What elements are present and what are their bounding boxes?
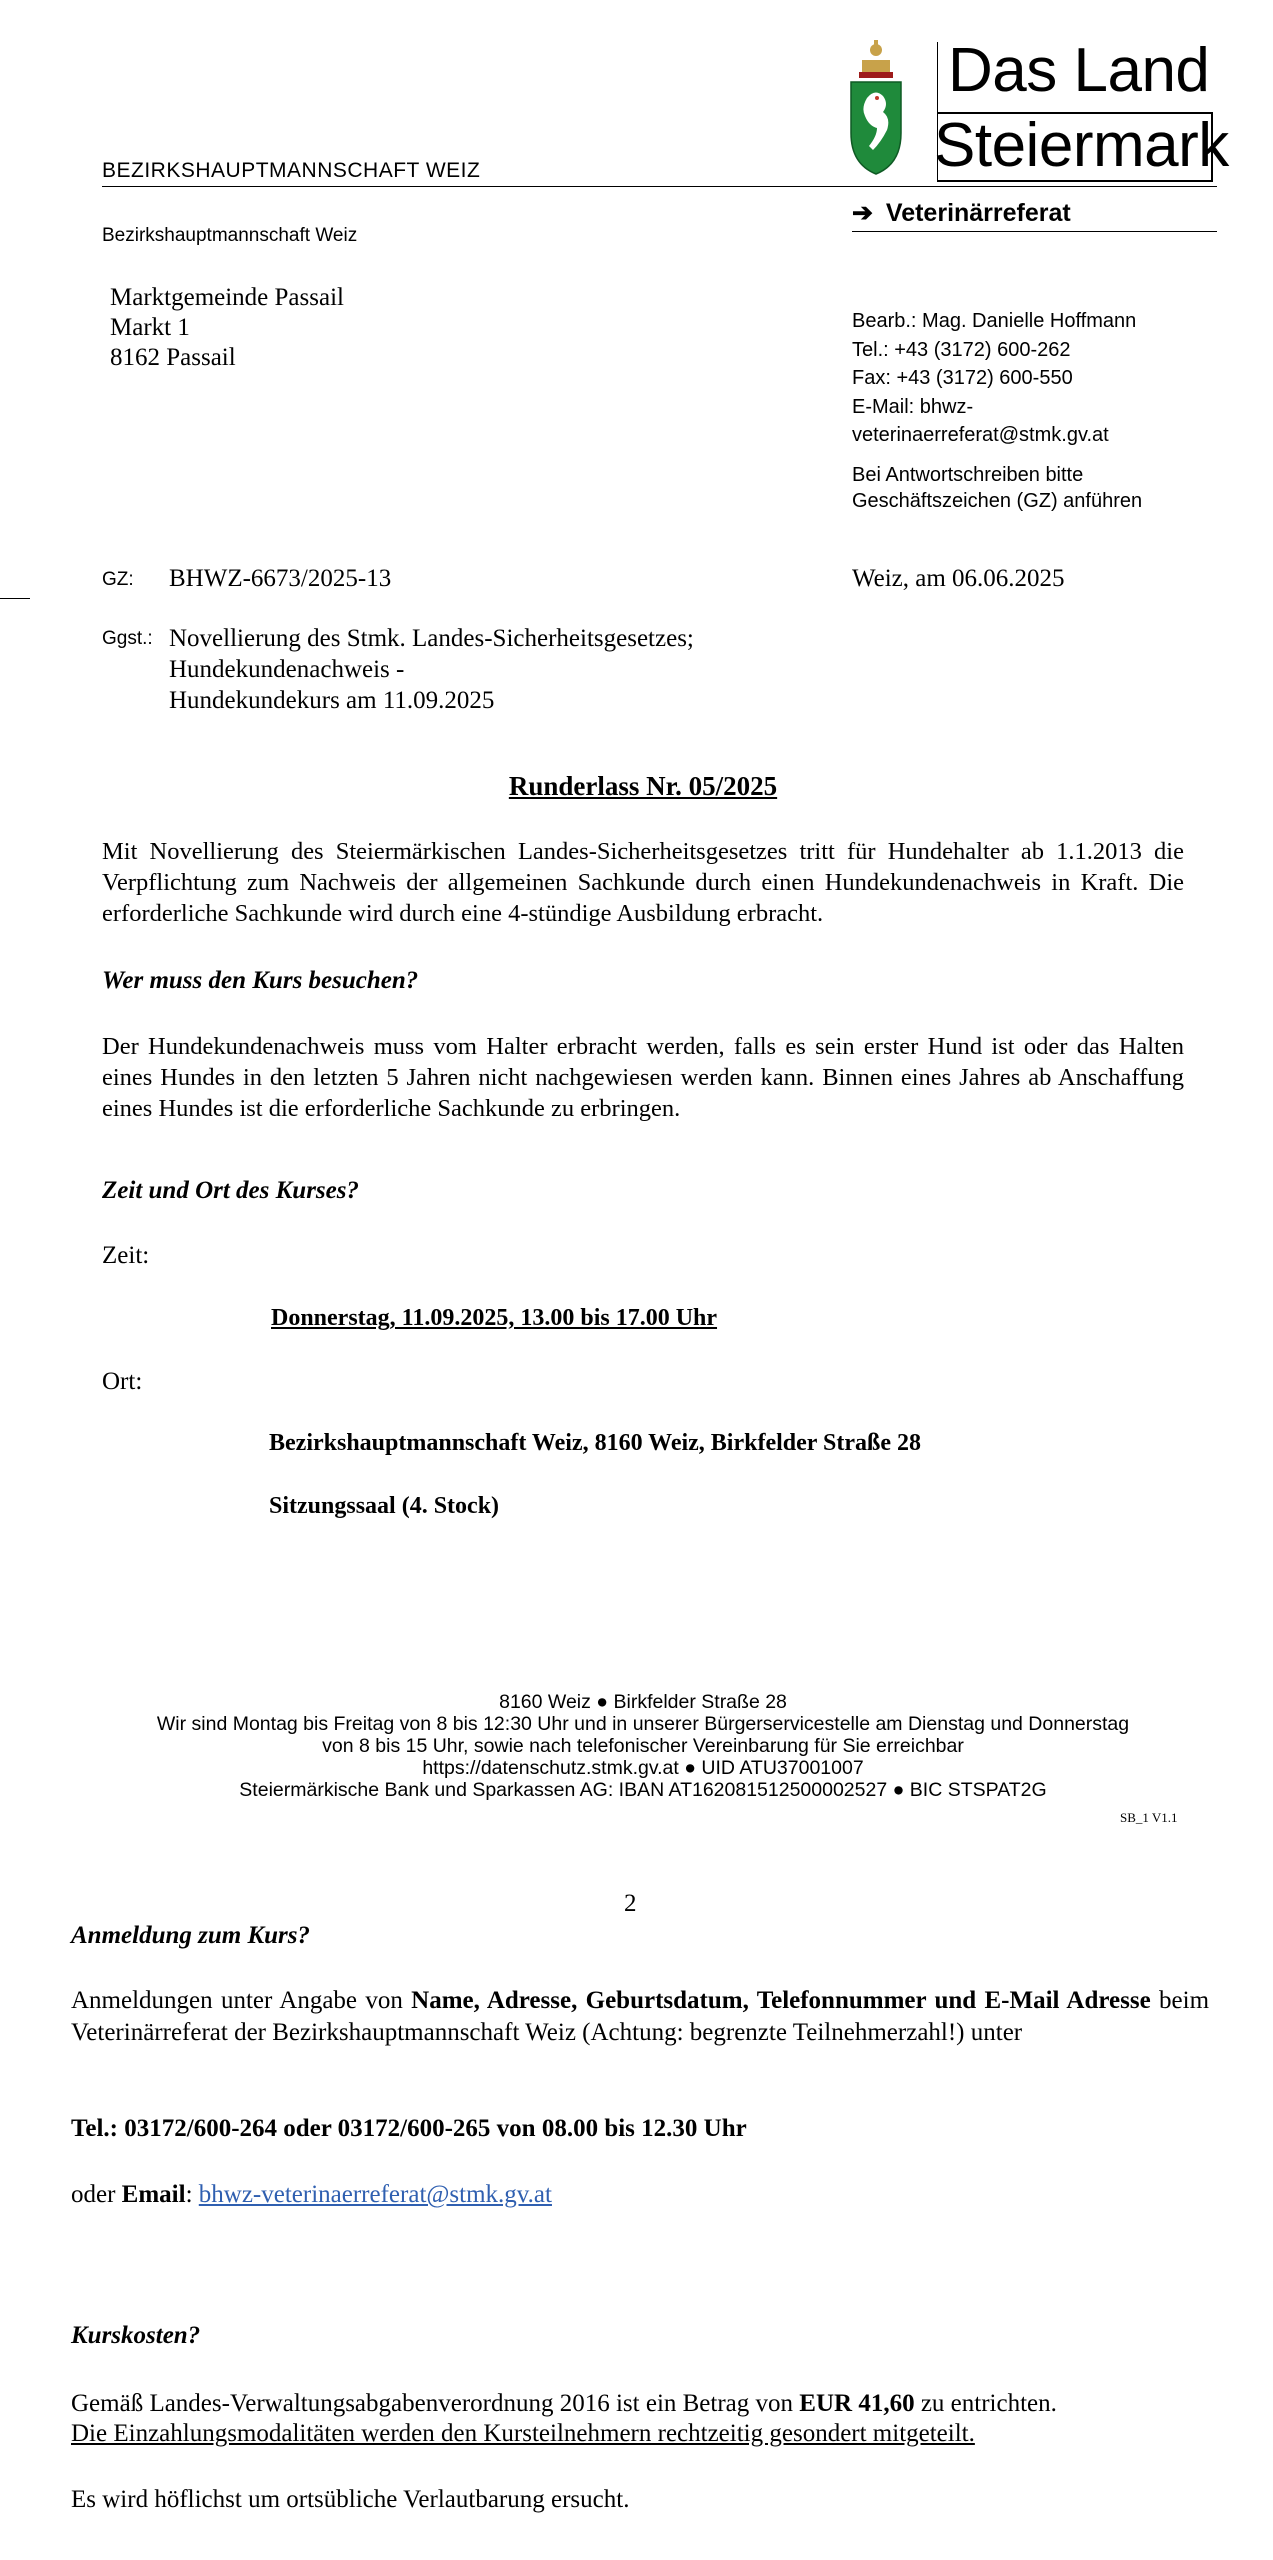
page-number: 2 bbox=[624, 1890, 637, 1917]
fax: Fax: +43 (3172) 600-550 bbox=[852, 367, 1073, 389]
sender-small: Bezirkshauptmannschaft Weiz bbox=[102, 225, 358, 246]
when-heading: Zeit und Ort des Kurses? bbox=[102, 1177, 359, 1204]
footer-hours-2: von 8 bis 15 Uhr, sowie nach telefonischer Vereinbarung für Sie erreichbar bbox=[322, 1735, 964, 1757]
header-rule bbox=[102, 186, 1217, 187]
cost-text-b: zu entrichten. bbox=[914, 2390, 1057, 2417]
email-prefix: oder bbox=[71, 2181, 122, 2208]
who-paragraph: Der Hundekundenachweis muss vom Halter erbracht werden, falls es sein erster Hund ist oder das Halten eines Hundes in den letzten 5 Jahren nicht nachgewiesen werden kann. Binnen eines Jahres ab Anschaffung eines Hundes ist die erforderliche Sachkunde zu erbringen. bbox=[102, 1033, 1184, 1122]
reply-note bbox=[852, 462, 1142, 514]
footer-privacy-uid: https://datenschutz.stmk.gv.at ● UID ATU37001007 bbox=[422, 1757, 864, 1779]
authority-caps: BEZIRKSHAUPTMANNSCHAFT WEIZ bbox=[102, 159, 481, 182]
subject-line-2: Hundekundenachweis - bbox=[169, 656, 405, 683]
arrow-right-icon: ➔ bbox=[852, 199, 873, 227]
time-value: Donnerstag, 11.09.2025, 13.00 bis 17.00 Uhr bbox=[271, 1305, 718, 1331]
footer-bank: Steiermärkische Bank und Sparkassen AG: IBAN AT162081512500002527 ● BIC STSPAT2G bbox=[239, 1779, 1047, 1801]
registration-text-b: beim Veterinärreferat der Bezirkshauptmannschaft Weiz (Achtung: begrenzte Teilnehmerzahl!) unter bbox=[71, 1987, 1210, 2046]
gz-value: BHWZ-6673/2025-13 bbox=[169, 565, 392, 592]
email-label: Email bbox=[121, 2181, 186, 2208]
subject-label: Ggst.: bbox=[102, 628, 153, 649]
place-label: Ort: bbox=[102, 1368, 143, 1395]
document-title: Runderlass Nr. 05/2025 bbox=[508, 771, 778, 801]
email-line bbox=[71, 2181, 552, 2209]
reply-note-line-2: Geschäftszeichen (GZ) anführen bbox=[852, 490, 1143, 512]
cost-paragraph bbox=[71, 2388, 1209, 2420]
registration-paragraph bbox=[71, 1985, 1209, 2049]
intro-paragraph: Mit Novellierung des Steiermärkischen Landes-Sicherheitsgesetzes tritt für Hundehalter ab 1.1.2013 die Verpflichtung zum Nachweis der allgemeinen Sachkunde durch einen Hundekundenachweis in Kraft. Die erforderliche Sachkunde wird durch eine 4-stündige Ausbildung erbracht. bbox=[102, 838, 1184, 927]
footer-hours-1: Wir sind Montag bis Freitag von 8 bis 12:30 Uhr und in unserer Bürgerservicestelle am Dienstag und Donnerstag bbox=[156, 1713, 1130, 1735]
department-label: Veterinärreferat bbox=[885, 199, 1071, 227]
email-address: veterinaerreferat@stmk.gv.at bbox=[852, 424, 1109, 446]
fold-mark bbox=[0, 598, 30, 599]
email-link[interactable]: bhwz-veterinaerreferat@stmk.gv.at bbox=[198, 2181, 552, 2208]
place-date: Weiz, am 06.06.2025 bbox=[852, 565, 1065, 592]
department-heading bbox=[852, 198, 1071, 228]
recipient-line-1: Marktgemeinde Passail bbox=[110, 284, 344, 311]
recipient-line-2: Markt 1 bbox=[110, 314, 190, 341]
room-value: Sitzungssaal (4. Stock) bbox=[269, 1493, 500, 1519]
styria-coat-of-arms-logo bbox=[847, 38, 905, 178]
registration-heading: Anmeldung zum Kurs? bbox=[71, 1922, 310, 1949]
footer-address: 8160 Weiz ● Birkfelder Straße 28 bbox=[499, 1691, 787, 1713]
telephone: Tel.: +43 (3172) 600-262 bbox=[852, 338, 1071, 361]
who-heading: Wer muss den Kurs besuchen? bbox=[102, 967, 419, 994]
version-code: SB_1 V1.1 bbox=[1120, 1810, 1178, 1825]
subject bbox=[169, 623, 694, 716]
time-label: Zeit: bbox=[102, 1242, 150, 1269]
email-label: E-Mail: bhwz- bbox=[852, 395, 974, 418]
cost-amount: EUR 41,60 bbox=[799, 2390, 915, 2417]
logo-line-2: Steiermark bbox=[934, 111, 1229, 180]
subject-line-1: Novellierung des Stmk. Landes-Sicherheitsgesetzes; bbox=[169, 625, 694, 652]
phone-line: Tel.: 03172/600-264 oder 03172/600-265 von 08.00 bis 12.30 Uhr bbox=[71, 2115, 747, 2142]
cost-heading: Kurskosten? bbox=[71, 2322, 201, 2349]
handler: Bearb.: Mag. Danielle Hoffmann bbox=[852, 310, 1137, 332]
subject-line-3: Hundekundekurs am 11.09.2025 bbox=[169, 687, 495, 714]
reply-note-line-1: Bei Antwortschreiben bitte bbox=[852, 464, 1084, 486]
closing-sentence: Es wird höflichst um ortsübliche Verlautbarung ersucht. bbox=[71, 2486, 630, 2513]
place-value: Bezirkshauptmannschaft Weiz, 8160 Weiz, Birkfelder Straße 28 bbox=[269, 1430, 921, 1456]
contact-block bbox=[852, 307, 1136, 450]
page-footer bbox=[102, 1691, 1184, 1801]
email-colon: : bbox=[185, 2181, 199, 2208]
gz-label: GZ: bbox=[102, 569, 134, 590]
recipient-address bbox=[110, 283, 344, 373]
department-rule bbox=[852, 231, 1217, 232]
registration-required-fields: Name, Adresse, Geburtsdatum, Telefonnummer und E-Mail Adresse bbox=[411, 1987, 1151, 2014]
recipient-line-3: 8162 Passail bbox=[110, 344, 236, 371]
cost-text-a: Gemäß Landes-Verwaltungsabgabenverordnung 2016 ist ein Betrag von bbox=[71, 2390, 800, 2417]
logo-line-1: Das Land bbox=[948, 36, 1210, 105]
registration-text-a: Anmeldungen unter Angabe von bbox=[71, 1987, 412, 2014]
cost-note: Die Einzahlungsmodalitäten werden den Kursteilnehmern rechtzeitig gesondert mitgeteilt. bbox=[71, 2420, 975, 2447]
